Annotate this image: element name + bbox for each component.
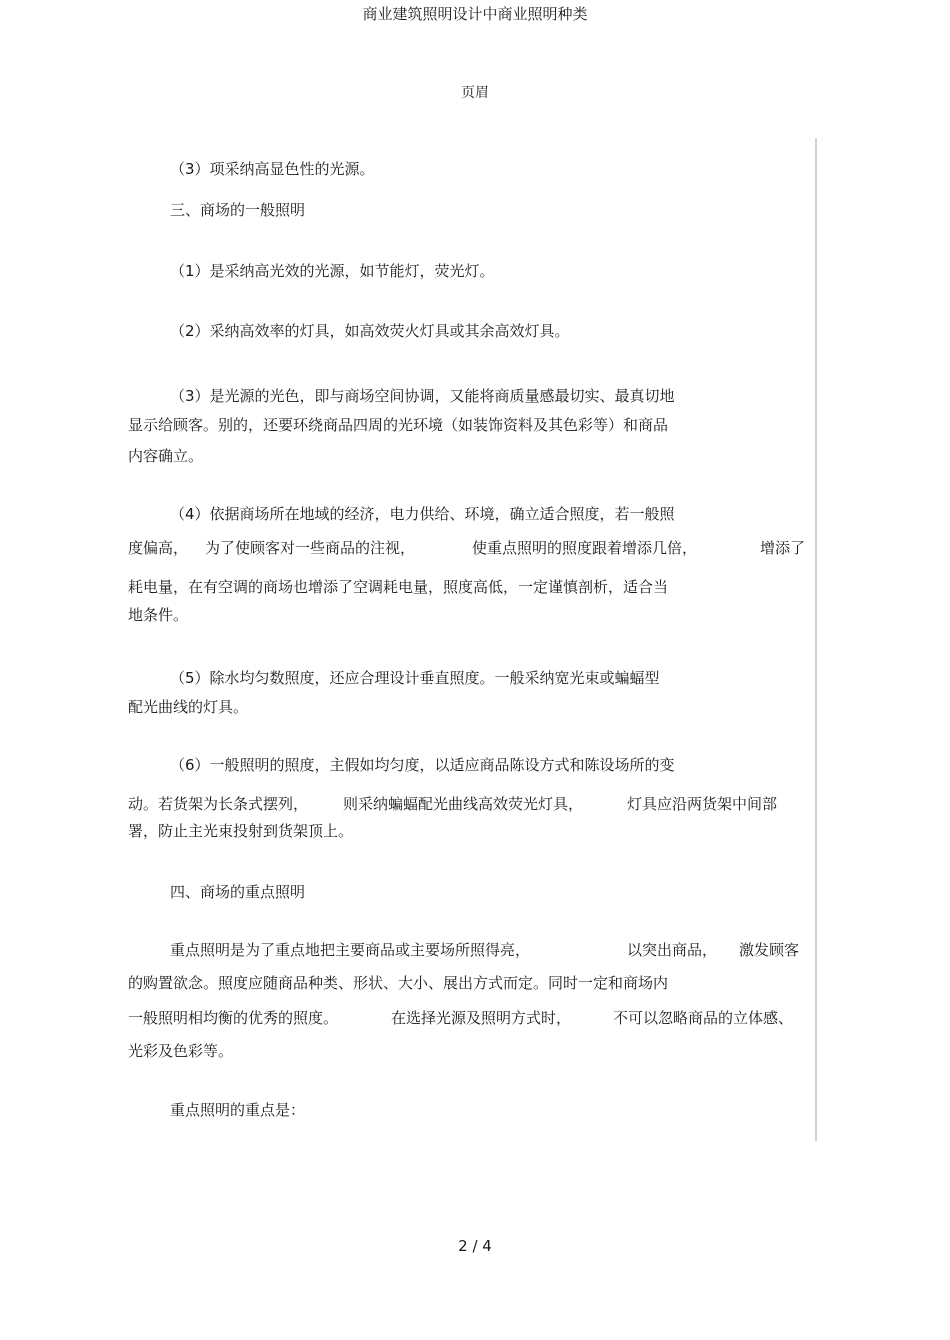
text-fragment: 不可以忽略商品的立体感、 xyxy=(613,1009,794,1027)
text-fragment: 一般照明相均衡的优秀的照度。 xyxy=(128,1009,339,1027)
text-line: 显示给顾客。别的，还要环绕商品四周的光环境（如装饰资料及其色彩等）和商品 xyxy=(128,416,669,434)
text-line: （4）依据商场所在地域的经济，电力供给、环境，确立适合照度，若一般照 xyxy=(170,505,675,523)
page-header-label: 页眉 xyxy=(461,85,489,101)
text-fragment: 度偏高， xyxy=(128,539,189,557)
section-heading: 三、商场的一般照明 xyxy=(170,201,306,219)
text-line: （5）除水均匀数照度，还应合理设计垂直照度。一般采纳宽光束或蝙蝠型 xyxy=(170,669,660,687)
text-fragment: 以突出商品， xyxy=(627,941,718,959)
text-fragment: 灯具应沿两货架中间部 xyxy=(627,795,778,813)
text-line: （6）一般照明的照度，主假如均匀度，以适应商品陈设方式和陈设场所的变 xyxy=(170,756,675,774)
text-line: 署，防止主光束投射到货架顶上。 xyxy=(128,822,354,840)
text-fragment: 使重点照明的照度跟着增添几倍， xyxy=(472,539,698,557)
text-fragment: 重点照明是为了重点地把主要商品或主要场所照得亮， xyxy=(170,941,531,959)
text-line: 配光曲线的灯具。 xyxy=(128,698,249,716)
text-line: （2）采纳高效率的灯具，如高效荧火灯具或其余高效灯具。 xyxy=(170,322,570,340)
text-line: 内容确立。 xyxy=(128,447,204,465)
document-title: 商业建筑照明设计中商业照明种类 xyxy=(362,5,588,23)
text-fragment: 激发顾客 xyxy=(739,941,800,959)
text-line: （1）是采纳高光效的光源，如节能灯，荧光灯。 xyxy=(170,262,495,280)
page-number: 2 / 4 xyxy=(458,1237,492,1255)
text-line: （3）项采纳高显色性的光源。 xyxy=(170,160,375,178)
text-line: 耗电量，在有空调的商场也增添了空调耗电量，照度高低，一定谨慎剖析，适合当 xyxy=(128,578,669,596)
text-line: 地条件。 xyxy=(128,606,189,624)
text-line: （3）是光源的光色，即与商场空间协调，又能将商质量感最切实、最真切地 xyxy=(170,387,675,405)
text-fragment: 动。若货架为长条式摆列， xyxy=(128,795,309,813)
text-line: 重点照明的重点是： xyxy=(170,1101,306,1119)
text-fragment: 增添了 xyxy=(760,539,806,557)
margin-rule xyxy=(815,138,817,1141)
text-fragment: 则采纳蝙蝠配光曲线高效荧光灯具， xyxy=(343,795,584,813)
text-line: 光彩及色彩等。 xyxy=(128,1042,234,1060)
text-fragment: 在选择光源及照明方式时， xyxy=(391,1009,572,1027)
text-fragment: 为了使顾客对一些商品的注视， xyxy=(205,539,416,557)
text-line: 的购置欲念。照度应随商品种类、形状、大小、展出方式而定。同时一定和商场内 xyxy=(128,974,669,992)
section-heading: 四、商场的重点照明 xyxy=(170,883,306,901)
